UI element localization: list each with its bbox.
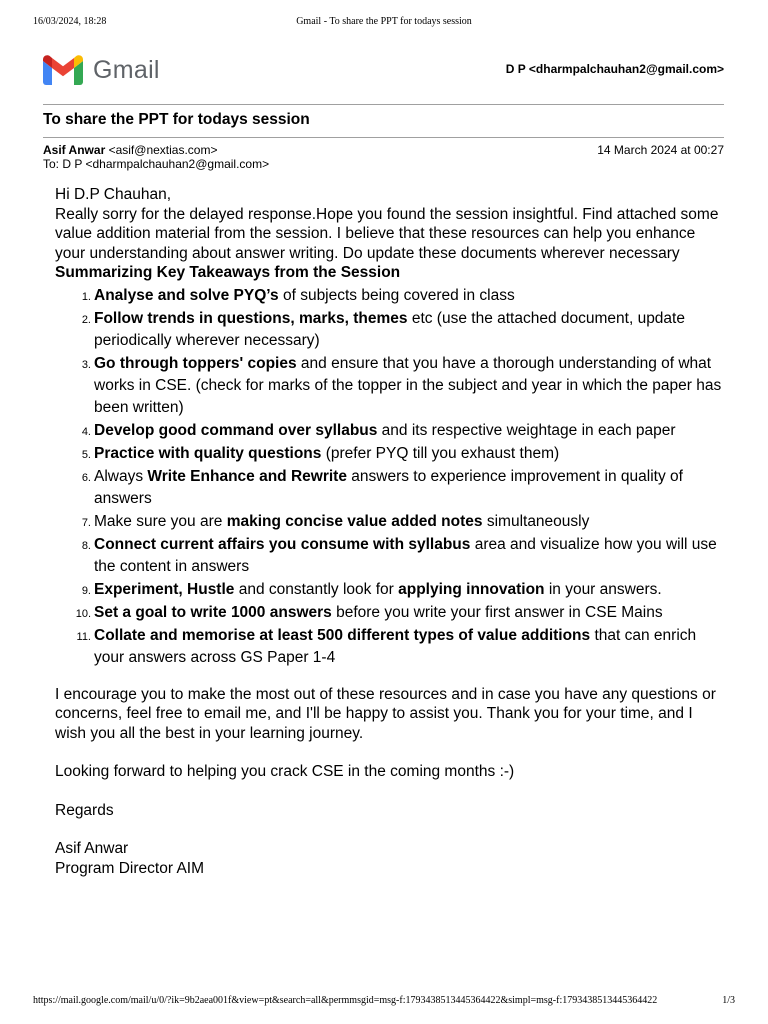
list-item [55, 579, 724, 601]
item-bold-text: Write Enhance and Rewrite [147, 467, 347, 485]
item-text: etc (use the attached document, update periodically wherever necessary) [94, 309, 685, 349]
list-item [55, 353, 724, 419]
section-title: Summarizing Key Takeaways from the Session [55, 264, 401, 281]
list-number: 11. [76, 630, 91, 643]
list-item [55, 443, 724, 465]
list-item [55, 420, 724, 442]
page-number: 1/3 [722, 995, 735, 1006]
list-item [55, 511, 724, 533]
print-footer [33, 995, 735, 1009]
list-item [55, 285, 724, 307]
print-timestamp: 16/03/2024, 18:28 [33, 16, 107, 27]
item-text: answers to experience improvement in quality of answers [94, 467, 683, 507]
looking-forward-line: Looking forward to helping you crack CSE in the coming months :-) [55, 763, 515, 780]
list-item [55, 625, 724, 669]
item-bold-text: Collate and memorise at least 500 different types of value additions [94, 626, 591, 644]
list-number: 3. [81, 358, 91, 371]
item-bold-text: making concise value added notes [226, 512, 483, 530]
item-text: that can enrich your answers across GS Paper 1-4 [94, 626, 697, 666]
item-text: and ensure that you have a thorough understanding of what works in CSE. (check for marks of the topper in the subject and year in which the paper has been written) [94, 354, 722, 416]
list-number: 5. [81, 448, 91, 461]
item-text: (prefer PYQ till you exhaust them) [321, 444, 560, 462]
item-bold-text: applying innovation [398, 580, 545, 598]
signature-title: Program Director AIM [55, 859, 205, 877]
item-text: Always [94, 467, 148, 485]
recipient-line: To: D P <dharmpalchauhan2@gmail.com> [43, 157, 270, 171]
gmail-logo-icon [43, 55, 83, 85]
item-bold-text: Develop good command over syllabus [94, 421, 378, 439]
account-email: D P <dharmpalchauhan2@gmail.com> [505, 62, 724, 76]
item-bold-text: Follow trends in questions, marks, themes [94, 309, 408, 327]
gmail-wordmark: Gmail [93, 55, 160, 84]
email-body [55, 185, 724, 878]
header-divider [43, 104, 724, 105]
item-bold-text: Experiment, Hustle [94, 580, 235, 598]
list-number: 6. [81, 471, 91, 484]
list-item [55, 466, 724, 510]
email-subject: To share the PPT for todays session [43, 111, 310, 128]
subject-divider [43, 137, 724, 138]
list-number: 10. [75, 607, 91, 620]
list-item [55, 308, 724, 352]
list-item [55, 534, 724, 578]
item-text: area and visualize how you will use the content in answers [94, 535, 717, 575]
gmail-logo [43, 55, 160, 85]
intro-paragraph: Really sorry for the delayed response.Hope you found the session insightful. Find attached some value addition material from the session. I believe that these resources can help you enhance your understanding about answer writing. Do update these documents wherever necessary [55, 205, 719, 262]
item-text: before you write your first answer in CSE Mains [331, 603, 663, 621]
item-bold-text: Analyse and solve PYQ’s [94, 286, 279, 304]
item-bold-text: Practice with quality questions [94, 444, 322, 462]
list-number: 4. [81, 425, 91, 438]
greeting: Hi D.P Chauhan, [55, 186, 172, 203]
list-number: 8. [81, 539, 91, 552]
sender-email: <asif@nextias.com> [108, 143, 218, 157]
regards-line: Regards [55, 801, 114, 819]
item-text: and constantly look for [234, 580, 399, 598]
list-number: 2. [81, 313, 91, 326]
signature-name: Asif Anwar [55, 840, 129, 857]
item-text: simultaneously [482, 512, 590, 530]
list-item [55, 602, 724, 624]
sender-line [43, 143, 217, 157]
list-number: 9. [81, 584, 91, 597]
item-text: of subjects being covered in class [278, 286, 515, 304]
list-number: 1. [81, 290, 91, 303]
sender-name: Asif Anwar [43, 143, 106, 157]
item-text: and its respective weightage in each paper [377, 421, 676, 439]
item-bold-text: Connect current affairs you consume with syllabus [94, 535, 471, 553]
item-text: in your answers. [544, 580, 662, 598]
takeaways-list [55, 285, 724, 669]
print-title: Gmail - To share the PPT for todays session [296, 16, 472, 27]
print-url: https://mail.google.com/mail/u/0/?ik=9b2aea001f&view=pt&search=all&permmsgid=msg-f:1793438513445364422&simpl=msg-f:1793438513445364422 [33, 995, 658, 1006]
email-date: 14 March 2024 at 00:27 [597, 143, 724, 157]
item-bold-text: Go through toppers' copies [94, 354, 297, 372]
closing-paragraph: I encourage you to make the most out of these resources and in case you have any questions or concerns, feel free to email me, and I'll be happy to assist you. Thank you for your time, and I wish you all the best in your learning journey. [55, 685, 716, 742]
item-bold-text: Set a goal to write 1000 answers [94, 603, 332, 621]
print-header [33, 16, 735, 30]
list-number: 7. [81, 516, 91, 529]
item-text: Make sure you are [94, 512, 227, 530]
